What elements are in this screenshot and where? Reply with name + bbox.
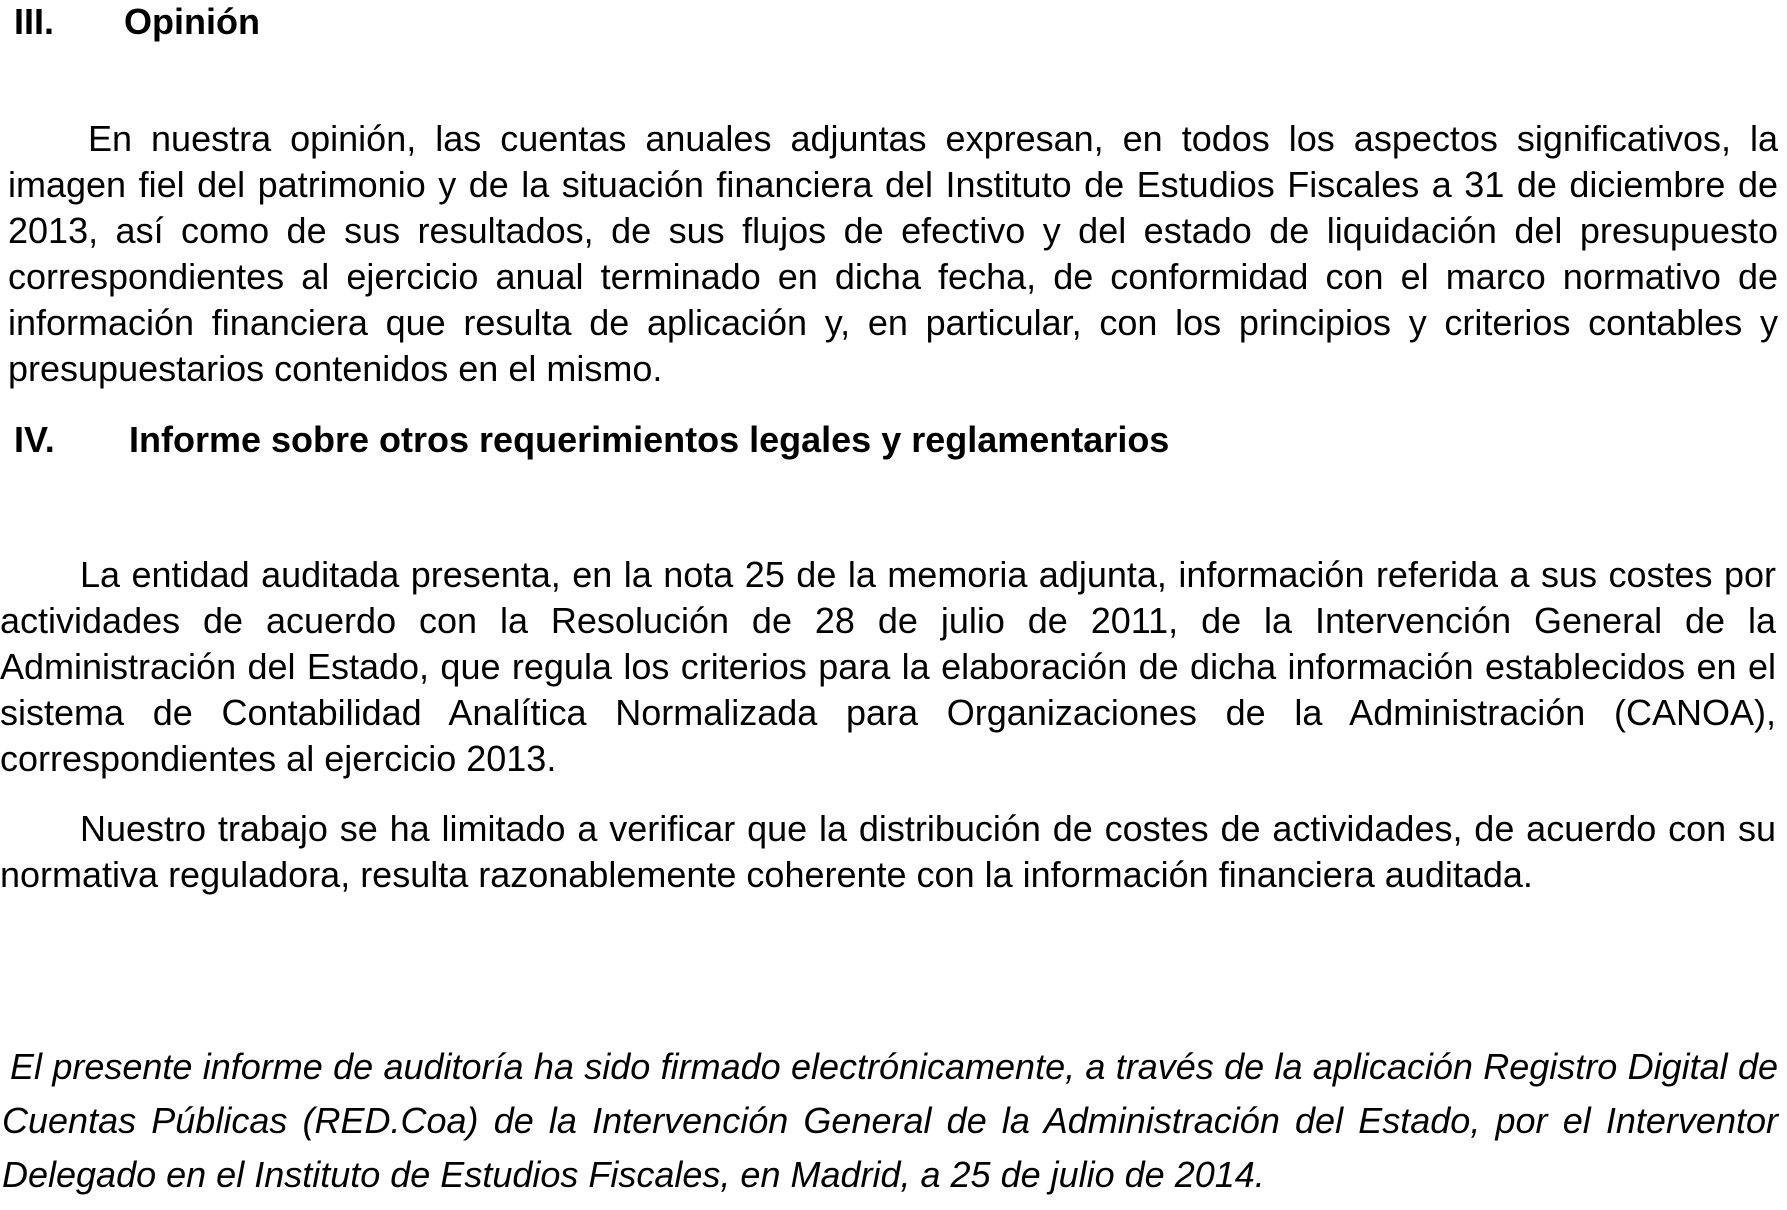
section-title: Opinión [124,1,260,42]
section-number: III. [14,1,55,42]
scope-paragraph: Nuestro trabajo se ha limitado a verificar que la distribución de costes de actividades, de acuerdo con su normativa reguladora, resulta razonablemente coherente con la información financiera auditada. [0,808,1776,895]
section-heading-legal-requirements [14,420,1169,460]
section-number: IV. [14,419,55,460]
opinion-paragraph: En nuestra opinión, las cuentas anuales adjuntas expresan, en todos los aspectos significativos, la imagen fiel del patrimonio y de la situación financiera del Instituto de Estudios Fiscales a 31 de diciembre de 2013, así como de sus resultados, de sus flujos de efectivo y del estado de liquidación del presupuesto correspondientes al ejercicio anual terminado en dicha fecha, de conformidad con el marco normativo de información financiera que resulta de aplicación y, en particular, con los principios y criterios contables y presupuestarios contenidos en el mismo. [8,118,1778,389]
costs-paragraph: La entidad auditada presenta, en la nota 25 de la memoria adjunta, información referida a sus costes por actividades de acuerdo con la Resolución de 28 de julio de 2011, de la Intervención General de la Administración del Estado, que regula los criterios para la elaboración de dicha información establecidos en el sistema de Contabilidad Analítica Normalizada para Organizaciones de la Administración (CANOA), correspondientes al ejercicio 2013. [0,554,1776,779]
signature-note: El presente informe de auditoría ha sido firmado electrónicamente, a través de la aplicación Registro Digital de Cuentas Públicas (RED.Coa) de la Intervención General de la Administración del Estado, por el Interventor Delegado en el Instituto de Estudios Fiscales, en Madrid, a 25 de julio de 2014. [2,1046,1778,1195]
section-heading-opinion [14,2,260,42]
section-title: Informe sobre otros requerimientos legales y reglamentarios [129,419,1170,460]
